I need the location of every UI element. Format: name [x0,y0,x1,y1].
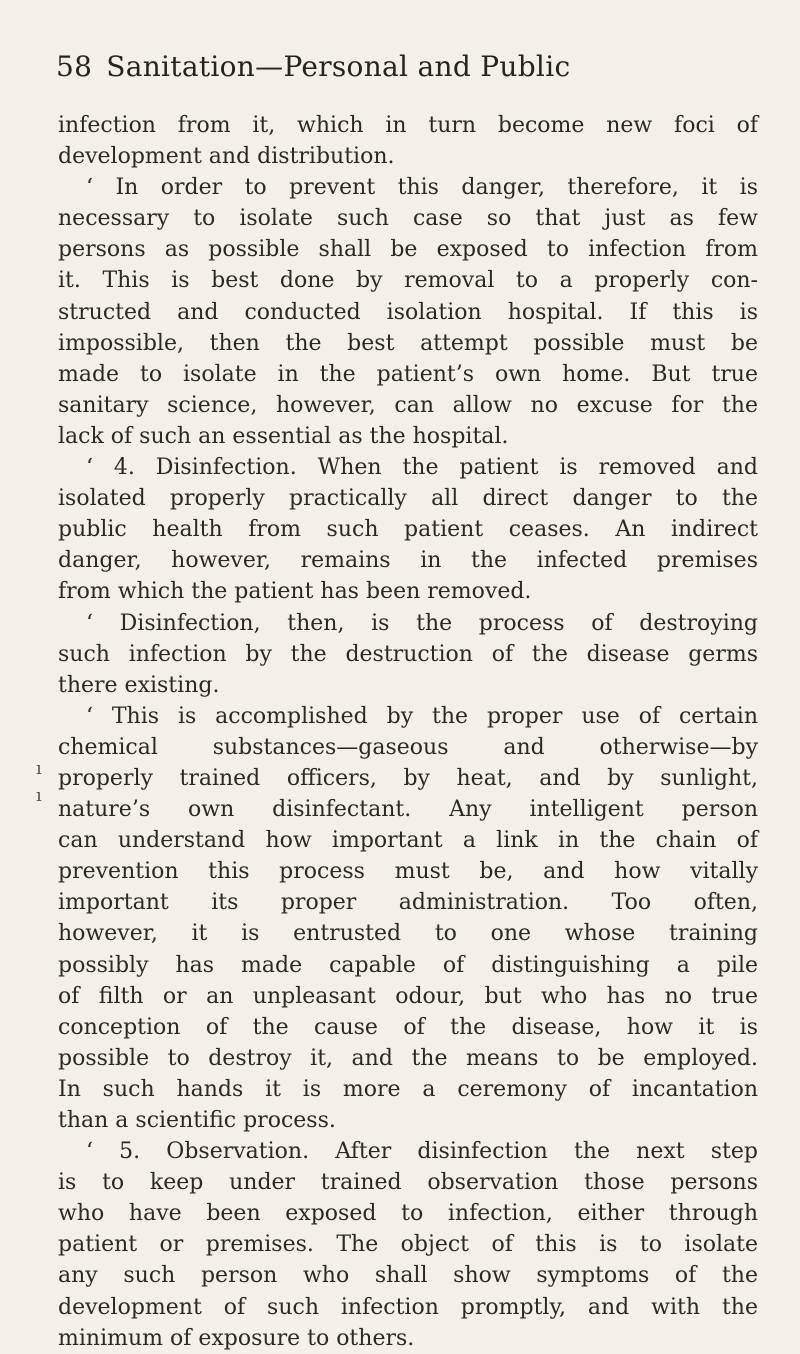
body-text [58,110,758,1354]
text-line: persons as possible shall be exposed to infection from [58,237,758,263]
margin-pencil-mark: ı [36,758,42,779]
text-line: structed and conducted isolation hospital. If this is [58,299,758,325]
text-line: however, it is entrusted to one whose training [58,921,758,947]
text-line: is to keep under trained observation those persons [58,1170,758,1196]
text-line: infection from it, which in turn become new foci of [58,113,758,138]
text-line: sanitary science, however, can allow no excuse for the [58,392,758,418]
text-line: there existing. [58,672,220,698]
text-line: made to isolate in the patient’s own home. But true [58,361,758,387]
running-title: Sanitation—Personal and Public [106,50,571,83]
text-line: isolated properly practically all direct danger to the [58,486,758,512]
text-line: development and distribution. [58,144,395,170]
text-line: necessary to isolate such case so that just as few [58,206,758,232]
text-line: important its proper administration. Too often, [58,890,758,916]
text-line: patient or premises. The object of this is to isolate [58,1232,758,1258]
text-line: nature’s own disinfectant. Any intelligent person [58,797,758,823]
text-line: danger, however, remains in the infected premises [58,548,758,574]
text-line: such infection by the destruction of the disease germs [58,641,758,667]
text-line: ‘ 4. Disinfection. When the patient is removed and [86,455,758,481]
margin-pencil-mark: ı [36,785,42,806]
text-line: than a scientific process. [58,1108,336,1133]
text-line: conception of the cause of the disease, how it is [58,1014,758,1040]
text-line: who have been exposed to infection, either through [58,1201,758,1227]
text-line: possibly has made capable of distinguishing a pile [58,952,758,978]
text-line: can understand how important a link in the chain of [58,828,758,854]
text-line: ‘ Disinfection, then, is the process of destroying [86,610,758,636]
text-line: possible to destroy it, and the means to be employed. [58,1045,758,1071]
text-line: it. This is best done by removal to a properly con- [58,268,758,294]
text-line: ‘ This is accomplished by the proper use of certain [86,703,758,729]
text-line: from which the patient has been removed. [58,579,532,605]
text-line: ‘ In order to prevent this danger, therefore, it is [86,175,758,201]
text-line: impossible, then the best attempt possible must be [58,330,758,356]
running-header [56,50,570,90]
text-line: properly trained officers, by heat, and by sunlight, [58,765,758,791]
text-line: public health from such patient ceases. An indirect [58,517,758,543]
text-line: minimum of exposure to others. [58,1325,415,1351]
text-line: of filth or an unpleasant odour, but who has no true [58,983,758,1009]
text-line: development of such infection promptly, and with the [58,1294,758,1320]
text-line: chemical substances—gaseous and otherwise—by [58,734,758,760]
page-number: 58 [56,50,93,83]
text-line: prevention this process must be, and how vitally [58,859,758,885]
text-line: ‘ 5. Observation. After disinfection the next step [86,1139,758,1165]
text-line: lack of such an essential as the hospital. [58,423,509,449]
text-line: In such hands it is more a ceremony of incantation [58,1076,758,1102]
text-line: any such person who shall show symptoms of the [58,1263,758,1289]
